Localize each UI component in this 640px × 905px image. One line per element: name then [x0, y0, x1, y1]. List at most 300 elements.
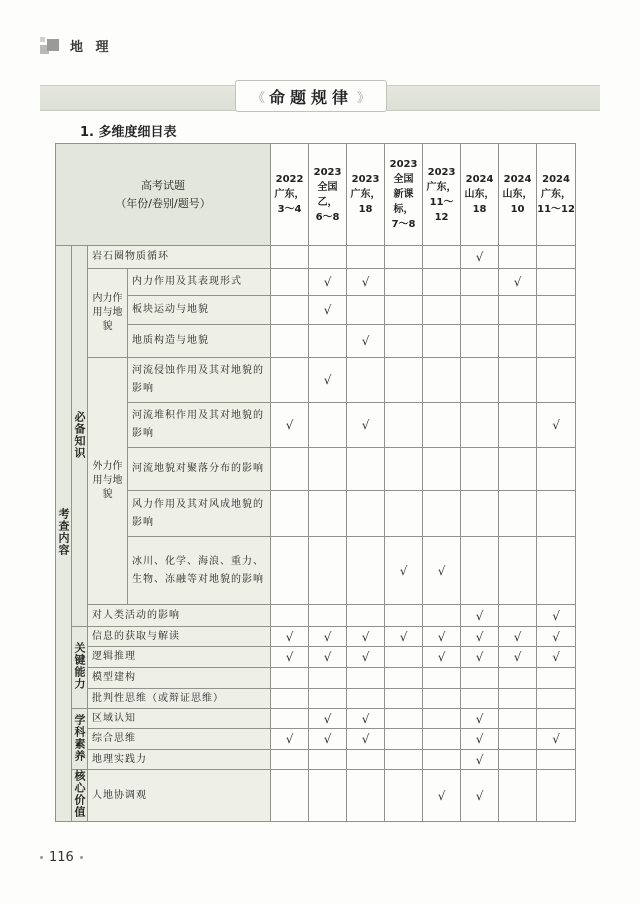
check-cell — [537, 269, 576, 296]
check-cell-text: √ — [552, 650, 560, 664]
banner-right-deco: 》 — [357, 90, 371, 106]
check-cell — [461, 627, 499, 647]
check-cell-text: √ — [475, 608, 484, 623]
check-cell — [347, 246, 385, 269]
check-cell — [309, 491, 347, 537]
check-cell-text: √ — [437, 563, 446, 578]
check-cell — [309, 325, 347, 358]
column-header-line: 3～4 — [277, 204, 302, 215]
check-cell-text: √ — [437, 650, 446, 664]
check-cell — [309, 403, 347, 448]
group-subject-literacy — [72, 709, 88, 770]
check-cell — [537, 709, 576, 729]
check-cell-text: √ — [475, 250, 484, 264]
table-row — [56, 605, 576, 627]
check-cell — [271, 627, 309, 647]
column-header-line: 11～12 — [537, 204, 575, 215]
column-header-line: 广东， — [274, 189, 305, 200]
group-required-knowledge — [72, 246, 88, 627]
check-cell — [537, 403, 576, 448]
column-header-line: 新课 — [393, 189, 414, 200]
check-cell — [385, 770, 423, 822]
check-cell — [271, 709, 309, 729]
row-label-text: 批判性思维（或辩证思维） — [92, 692, 224, 704]
check-cell-text: √ — [323, 732, 332, 746]
check-cell — [385, 491, 423, 537]
check-cell — [347, 403, 385, 448]
check-cell — [309, 605, 347, 627]
check-cell — [423, 403, 461, 448]
check-cell-text: √ — [475, 752, 484, 767]
table-row — [56, 750, 576, 770]
row-label — [88, 605, 271, 627]
check-cell — [385, 729, 423, 750]
check-cell — [347, 269, 385, 296]
check-cell — [347, 448, 385, 491]
row-label-text: 内力作用及其表现形式 — [132, 276, 242, 287]
check-cell-text: √ — [552, 629, 560, 644]
check-cell-text: √ — [552, 732, 560, 746]
check-cell-text: √ — [475, 788, 484, 803]
column-header — [499, 144, 537, 246]
check-cell — [423, 770, 461, 822]
check-cell-text: √ — [285, 629, 294, 644]
check-cell — [347, 668, 385, 689]
column-header-line: 广东， — [350, 189, 381, 200]
check-cell — [537, 296, 576, 325]
check-cell — [537, 358, 576, 403]
check-cell — [271, 358, 309, 403]
check-cell — [537, 729, 576, 750]
row-label — [88, 627, 271, 647]
check-cell — [347, 689, 385, 709]
check-cell-text: √ — [399, 563, 408, 578]
row-label — [128, 325, 271, 358]
column-header — [423, 144, 461, 246]
check-cell — [385, 358, 423, 403]
check-cell — [385, 668, 423, 689]
table-row — [56, 729, 576, 750]
group-key-ability-text: 关键能力 — [73, 642, 86, 690]
check-cell — [271, 246, 309, 269]
row-label-text: 河流地貌对聚落分布的影响 — [132, 463, 264, 474]
check-cell — [271, 269, 309, 296]
check-cell — [499, 647, 537, 668]
check-cell — [423, 709, 461, 729]
check-cell — [499, 627, 537, 647]
row-label-text: 地质构造与地貌 — [132, 335, 209, 346]
column-header-line: 2024 — [465, 174, 494, 185]
check-cell — [461, 647, 499, 668]
check-cell-text: √ — [323, 629, 332, 644]
group-core-value — [72, 770, 88, 822]
check-cell — [309, 246, 347, 269]
check-cell — [309, 709, 347, 729]
check-cell — [309, 296, 347, 325]
check-cell — [271, 750, 309, 770]
table-row — [56, 296, 576, 325]
check-cell — [309, 269, 347, 296]
check-cell — [271, 647, 309, 668]
check-cell-text: √ — [361, 732, 370, 746]
table-row — [56, 709, 576, 729]
check-cell-text: √ — [285, 418, 294, 432]
table-row — [56, 325, 576, 358]
row-label — [128, 296, 271, 325]
check-cell — [271, 668, 309, 689]
row-label — [128, 269, 271, 296]
column-header-line: 2023 — [389, 159, 418, 170]
check-cell — [309, 647, 347, 668]
check-cell — [347, 627, 385, 647]
check-cell-text: √ — [323, 711, 332, 726]
check-cell — [537, 627, 576, 647]
check-cell — [423, 269, 461, 296]
table-row — [56, 491, 576, 537]
check-cell — [499, 750, 537, 770]
check-cell — [385, 627, 423, 647]
check-cell-text: √ — [285, 650, 294, 664]
row-label-text: 地理实践力 — [92, 753, 147, 765]
column-header — [347, 144, 385, 246]
check-cell — [385, 403, 423, 448]
row-label-text: 综合思维 — [92, 733, 136, 744]
check-cell — [461, 605, 499, 627]
table-row — [56, 647, 576, 668]
column-header-line: 山东， — [464, 189, 495, 200]
column-header-line: 标， — [393, 204, 414, 215]
row-label-text: 岩石圈物质循环 — [92, 251, 169, 262]
check-cell — [461, 537, 499, 605]
check-cell — [499, 605, 537, 627]
column-header — [537, 144, 576, 246]
check-cell — [461, 358, 499, 403]
column-header — [309, 144, 347, 246]
check-cell — [423, 537, 461, 605]
row-label — [88, 709, 271, 729]
check-cell-text: √ — [323, 650, 332, 664]
check-cell — [537, 647, 576, 668]
column-header-line: 2022 — [275, 174, 304, 185]
check-cell — [461, 729, 499, 750]
row-label — [88, 246, 271, 269]
check-cell — [423, 605, 461, 627]
column-header-line: 2023 — [427, 166, 456, 178]
check-cell — [271, 605, 309, 627]
check-cell — [461, 709, 499, 729]
check-cell — [499, 403, 537, 448]
check-cell — [385, 269, 423, 296]
check-cell — [423, 750, 461, 770]
subgroup-exogenic — [88, 358, 128, 605]
check-cell-text: √ — [361, 650, 370, 664]
check-cell — [271, 770, 309, 822]
column-header-line: 乙， — [317, 196, 338, 208]
check-cell — [423, 729, 461, 750]
banner-title-box — [235, 80, 387, 112]
check-cell — [309, 537, 347, 605]
check-cell — [385, 448, 423, 491]
check-cell — [537, 448, 576, 491]
column-header-line: 18 — [472, 204, 487, 215]
check-cell-text: √ — [323, 373, 332, 387]
check-cell — [461, 448, 499, 491]
table-row — [56, 358, 576, 403]
check-cell — [499, 269, 537, 296]
row-label — [128, 491, 271, 537]
page-number-text: 116 — [49, 850, 74, 865]
check-cell — [537, 750, 576, 770]
check-cell-text: √ — [361, 418, 370, 432]
check-cell — [271, 729, 309, 750]
row-label — [88, 647, 271, 668]
check-cell — [385, 709, 423, 729]
group-required-knowledge-text: 必备知识 — [73, 410, 86, 459]
check-cell-text: √ — [475, 711, 484, 726]
column-header-line: 山东， — [502, 189, 533, 200]
check-cell — [423, 668, 461, 689]
check-cell — [271, 325, 309, 358]
table-row — [56, 627, 576, 647]
check-cell — [309, 689, 347, 709]
outer-category-text: 考查内容 — [57, 508, 70, 556]
check-cell — [499, 448, 537, 491]
check-cell-text: √ — [513, 650, 522, 664]
check-cell — [499, 709, 537, 729]
check-cell — [423, 246, 461, 269]
table-row — [56, 770, 576, 822]
check-cell — [537, 325, 576, 358]
check-cell-text: √ — [361, 711, 370, 726]
table-row — [56, 269, 576, 296]
check-cell — [347, 647, 385, 668]
detail-table — [55, 143, 576, 822]
column-header-line: 10 — [510, 204, 525, 215]
check-cell — [423, 448, 461, 491]
check-cell-text: √ — [513, 275, 522, 289]
check-cell — [423, 296, 461, 325]
row-label — [128, 403, 271, 448]
check-cell — [499, 729, 537, 750]
row-label-text: 板块运动与地貌 — [132, 304, 209, 315]
column-header-line: 12 — [434, 211, 449, 223]
check-cell — [271, 491, 309, 537]
check-cell — [461, 269, 499, 296]
check-cell-text: √ — [437, 788, 446, 803]
check-cell — [537, 770, 576, 822]
column-header-line: 广东， — [426, 181, 457, 193]
check-cell — [499, 491, 537, 537]
check-cell — [499, 689, 537, 709]
check-cell — [309, 358, 347, 403]
row-label-text: 河流堆积作用及其对地貌的影响 — [132, 410, 264, 439]
check-cell — [385, 537, 423, 605]
check-cell — [537, 537, 576, 605]
check-cell — [309, 448, 347, 491]
check-cell — [423, 325, 461, 358]
check-cell — [309, 729, 347, 750]
column-header-line: 全国 — [393, 174, 414, 185]
check-cell — [347, 296, 385, 325]
check-cell — [309, 770, 347, 822]
check-cell-text: √ — [552, 418, 560, 432]
row-label — [128, 358, 271, 403]
check-cell — [461, 770, 499, 822]
row-label — [88, 750, 271, 770]
row-label-text: 河流侵蚀作用及其对地貌的影响 — [132, 365, 264, 394]
check-cell — [537, 246, 576, 269]
page-header — [40, 36, 113, 55]
row-label — [88, 770, 271, 822]
check-cell — [271, 689, 309, 709]
column-header-line: 全国 — [317, 181, 338, 193]
table-row — [56, 403, 576, 448]
column-header-line: 7～8 — [391, 219, 416, 230]
check-cell-text: √ — [437, 629, 446, 644]
table-row — [56, 246, 576, 269]
column-header-line: 广东， — [541, 189, 572, 200]
check-cell-text: √ — [475, 732, 484, 746]
row-label — [88, 729, 271, 750]
check-cell — [309, 668, 347, 689]
check-cell — [385, 689, 423, 709]
subgroup-exogenic-text: 外力作用与地貌 — [92, 461, 123, 500]
row-label-text: 冰川、化学、海浪、重力、生物、冻融等对地貌的影响 — [132, 555, 264, 585]
check-cell — [423, 627, 461, 647]
check-cell — [461, 750, 499, 770]
row-label-text: 人地协调观 — [92, 789, 147, 801]
column-header-line: 2024 — [542, 174, 570, 185]
check-cell — [309, 750, 347, 770]
check-cell — [537, 668, 576, 689]
check-cell — [461, 296, 499, 325]
row-label-text: 模型建构 — [92, 672, 136, 683]
table-row — [56, 689, 576, 709]
check-cell-text: √ — [285, 732, 294, 746]
column-header-line: 6～8 — [315, 211, 340, 223]
check-cell — [271, 296, 309, 325]
corner-header-line1: 高考试题 — [141, 178, 186, 192]
check-cell — [347, 325, 385, 358]
banner-title: 命题规律 — [268, 87, 353, 107]
check-cell — [347, 358, 385, 403]
check-cell — [537, 689, 576, 709]
row-label-text: 区域认知 — [92, 712, 136, 724]
column-header — [271, 144, 309, 246]
column-header-line: 18 — [358, 204, 373, 215]
check-cell — [347, 709, 385, 729]
check-cell — [461, 689, 499, 709]
check-cell-text: √ — [323, 275, 332, 289]
subgroup-endogenic — [88, 269, 128, 358]
row-label — [88, 668, 271, 689]
row-label-text: 风力作用及其对风成地貌的影响 — [132, 498, 264, 528]
check-cell — [461, 325, 499, 358]
check-cell — [499, 325, 537, 358]
check-cell — [499, 537, 537, 605]
row-label-text: 逻辑推理 — [92, 651, 136, 662]
row-label-text: 对人类活动的影响 — [92, 609, 180, 621]
check-cell — [423, 358, 461, 403]
check-cell-text: √ — [361, 629, 370, 644]
check-cell — [537, 491, 576, 537]
banner-left-deco: 《 — [251, 90, 265, 106]
check-cell — [423, 647, 461, 668]
check-cell — [309, 627, 347, 647]
check-cell — [385, 605, 423, 627]
corner-header — [56, 144, 271, 246]
check-cell — [347, 491, 385, 537]
check-cell — [499, 358, 537, 403]
check-cell — [385, 325, 423, 358]
check-cell-text: √ — [552, 608, 560, 623]
check-cell-text: √ — [513, 629, 522, 644]
check-cell — [271, 448, 309, 491]
corner-header-line2: （年份/卷别/题号） — [115, 196, 211, 210]
check-cell-text: √ — [475, 629, 484, 644]
check-cell-text: √ — [323, 303, 332, 317]
check-cell-text: √ — [361, 334, 370, 348]
check-cell-text: √ — [399, 629, 408, 644]
check-cell — [271, 537, 309, 605]
check-cell — [461, 403, 499, 448]
check-cell — [347, 537, 385, 605]
group-key-ability — [72, 627, 88, 709]
page-number — [40, 850, 83, 865]
column-header-line: 2023 — [351, 174, 380, 185]
row-label — [88, 689, 271, 709]
check-cell — [461, 491, 499, 537]
table-row — [56, 448, 576, 491]
check-cell — [423, 491, 461, 537]
check-cell — [499, 246, 537, 269]
section-title: 1. 多维度细目表 — [80, 125, 177, 140]
row-label — [128, 537, 271, 605]
check-cell — [385, 750, 423, 770]
check-cell — [385, 246, 423, 269]
column-header — [385, 144, 423, 246]
table-row — [56, 668, 576, 689]
subject-label: 地 理 — [70, 40, 113, 55]
check-cell — [385, 647, 423, 668]
check-cell — [461, 668, 499, 689]
check-cell — [347, 605, 385, 627]
group-subject-literacy-text: 学科素养 — [73, 713, 86, 762]
check-cell — [461, 246, 499, 269]
column-header-line: 2024 — [503, 174, 532, 185]
check-cell — [347, 750, 385, 770]
table-row — [56, 537, 576, 605]
check-cell — [423, 689, 461, 709]
check-cell — [385, 296, 423, 325]
outer-category — [56, 246, 72, 822]
check-cell — [499, 770, 537, 822]
check-cell-text: √ — [475, 650, 484, 664]
row-label-text: 信息的获取与解读 — [92, 630, 180, 642]
check-cell — [347, 729, 385, 750]
group-core-value-text: 核心价值 — [73, 770, 86, 818]
check-cell — [499, 668, 537, 689]
check-cell-text: √ — [361, 275, 370, 289]
check-cell — [347, 770, 385, 822]
column-header — [461, 144, 499, 246]
subgroup-endogenic-text: 内力作用与地貌 — [92, 293, 123, 332]
check-cell — [537, 605, 576, 627]
book-logo-icon — [40, 37, 62, 55]
check-cell — [271, 403, 309, 448]
check-cell — [499, 296, 537, 325]
row-label — [128, 448, 271, 491]
